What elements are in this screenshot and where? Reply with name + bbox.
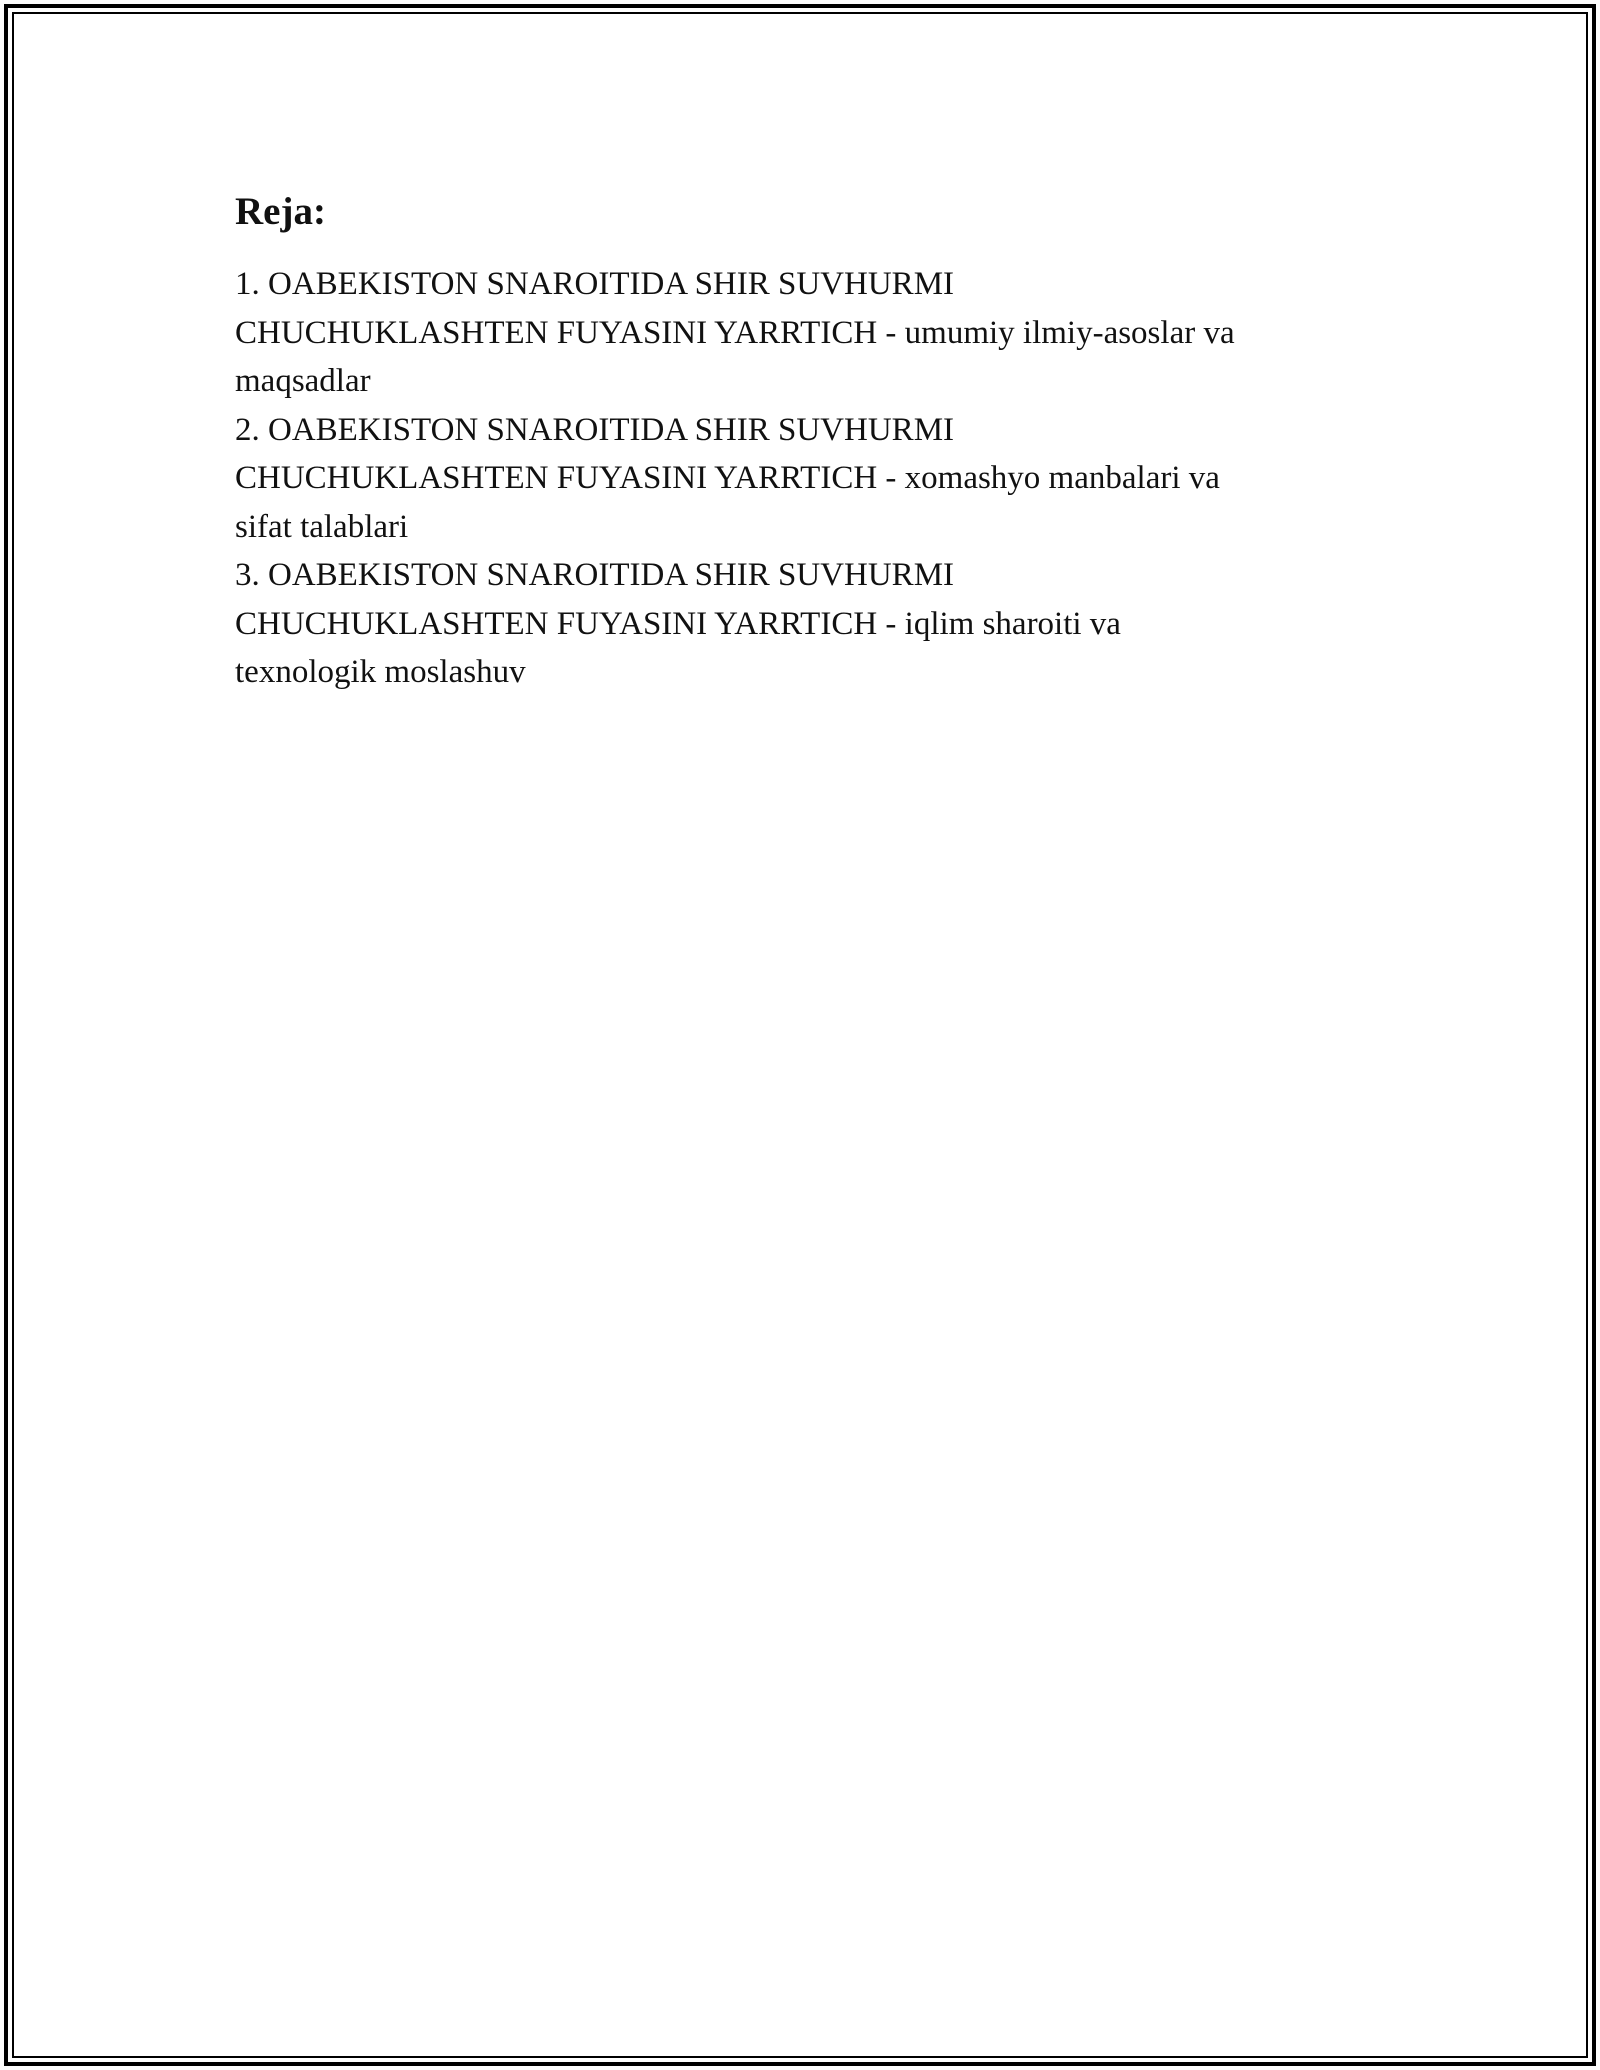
plan-item-line: sifat talablari (235, 508, 409, 545)
page-title: Reja: (235, 190, 326, 233)
plan-item-line: 3. OABEKISTON SNAROITIDA SHIR SUVHURMI (235, 557, 955, 593)
page-content (235, 186, 1415, 697)
plan-item-line: texnologik moslashuv (235, 654, 526, 690)
plan-item-1 (235, 260, 1415, 406)
plan-item-3 (235, 551, 1415, 697)
plan-item-line: CHUCHUKLASHTEN FUYASINI YARRTICH - xomashyo manbalari va (235, 460, 1220, 496)
plan-item-line: maqsadlar (235, 363, 371, 399)
plan-list (235, 260, 1415, 697)
plan-item-line: 2. OABEKISTON SNAROITIDA SHIR SUVHURMI (235, 411, 955, 448)
plan-item-line: CHUCHUKLASHTEN FUYASINI YARRTICH - iqlim sharoiti va (235, 605, 1121, 642)
plan-item-line: 1. OABEKISTON SNAROITIDA SHIR SUVHURMI (235, 266, 955, 302)
plan-item-2 (235, 406, 1415, 552)
plan-item-line: CHUCHUKLASHTEN FUYASINI YARRTICH - umumiy ilmiy-asoslar va (235, 314, 1235, 351)
